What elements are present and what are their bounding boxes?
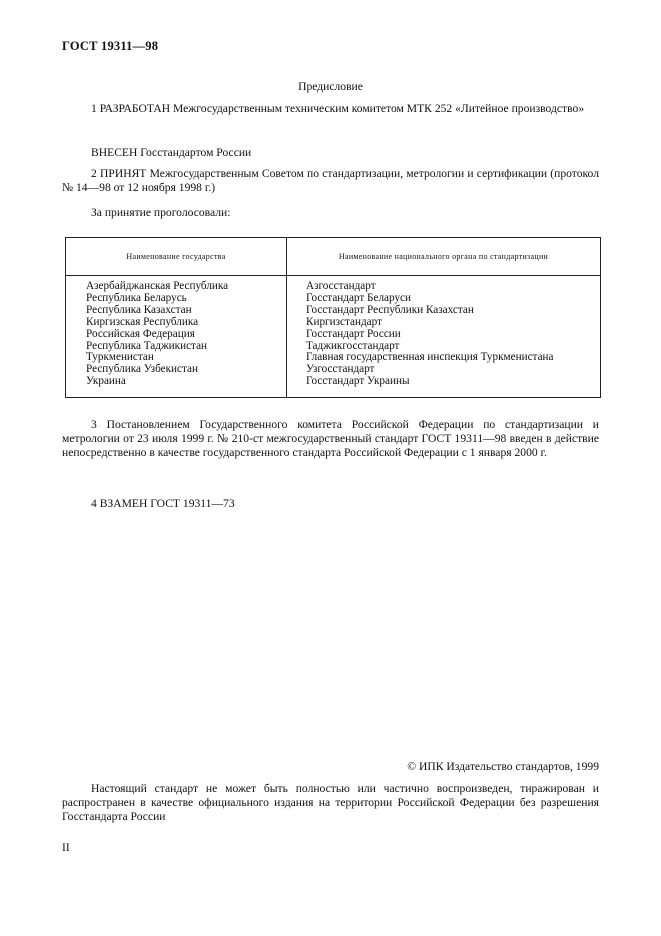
table-cell-state: Киргизская Республика xyxy=(86,315,199,328)
table-header-body: Наименование национального органа по стандартизации xyxy=(338,252,549,261)
paragraph-introduced: ВНЕСЕН Госстандартом России xyxy=(91,146,252,159)
section-title: Предисловие xyxy=(298,80,363,93)
table-cell-state: Украина xyxy=(86,375,126,388)
page-number: II xyxy=(62,841,70,854)
table-cell-state: Азербайджанская Республика xyxy=(86,280,229,292)
copyright-line: © ИПК Издательство стандартов, 1999 xyxy=(407,760,599,773)
paragraph-replaces: 4 ВЗАМЕН ГОСТ 19311—73 xyxy=(91,497,235,510)
paragraph-resolution: 3 Постановлением Государственного комитета Российской Федерации по стандартизации и метрологии от 23 июля 1999 г. № 210-ст межгосударственный стандарт ГОСТ 19311—98 введен в действие непосредственно в качестве государственного стандарта Российской Федерации с 1 января 2000 г. xyxy=(62,418,599,459)
table-cell-body: Таджикгосстандарт xyxy=(306,339,400,352)
paragraph-adopted: 2 ПРИНЯТ Межгосударственным Советом по стандартизации, метрологии и сертификации (протокол № 14—98 от 12 ноября 1998 г.) xyxy=(62,167,599,194)
table-cell-state: Российская Федерация xyxy=(86,327,195,340)
table-header-state: Наименование государства xyxy=(126,252,226,261)
table-cell-body: Киргизстандарт xyxy=(306,315,382,328)
table-cell-state: Республика Беларусь xyxy=(86,291,187,304)
table-column-bodies xyxy=(306,281,553,388)
table-cell-body: Главная государственная инспекция Туркменистана xyxy=(306,351,554,364)
paragraph-voted: За принятие проголосовали: xyxy=(91,206,231,219)
document-code: ГОСТ 19311—98 xyxy=(62,39,159,53)
table-column-states xyxy=(86,281,228,388)
table-cell-state: Туркменистан xyxy=(86,351,154,364)
table-cell-state: Республика Узбекистан xyxy=(86,363,198,376)
table-cell-body: Госстандарт Республики Казахстан xyxy=(306,303,474,316)
voting-table xyxy=(65,237,601,398)
paragraph-developed: 1 РАЗРАБОТАН Межгосударственным техническим комитетом МТК 252 «Литейное производство» xyxy=(91,102,585,115)
table-cell-state: Республика Таджикистан xyxy=(86,339,208,352)
copyright-notice: Настоящий стандарт не может быть полностью или частично воспроизведен, тиражирован и распространен в качестве официального издания на территории Российской Федерации без разрешения Госстандарта России xyxy=(62,782,599,823)
table-cell-body: Госстандарт Украины xyxy=(306,375,410,388)
table-cell-body: Узгосстандарт xyxy=(306,363,375,376)
table-cell-body: Госстандарт России xyxy=(306,327,401,340)
table-header-divider xyxy=(66,275,600,276)
table-cell-body: Азгосстандарт xyxy=(306,280,376,292)
table-cell-state: Республика Казахстан xyxy=(86,303,192,316)
table-cell-body: Госстандарт Беларуси xyxy=(306,291,411,304)
